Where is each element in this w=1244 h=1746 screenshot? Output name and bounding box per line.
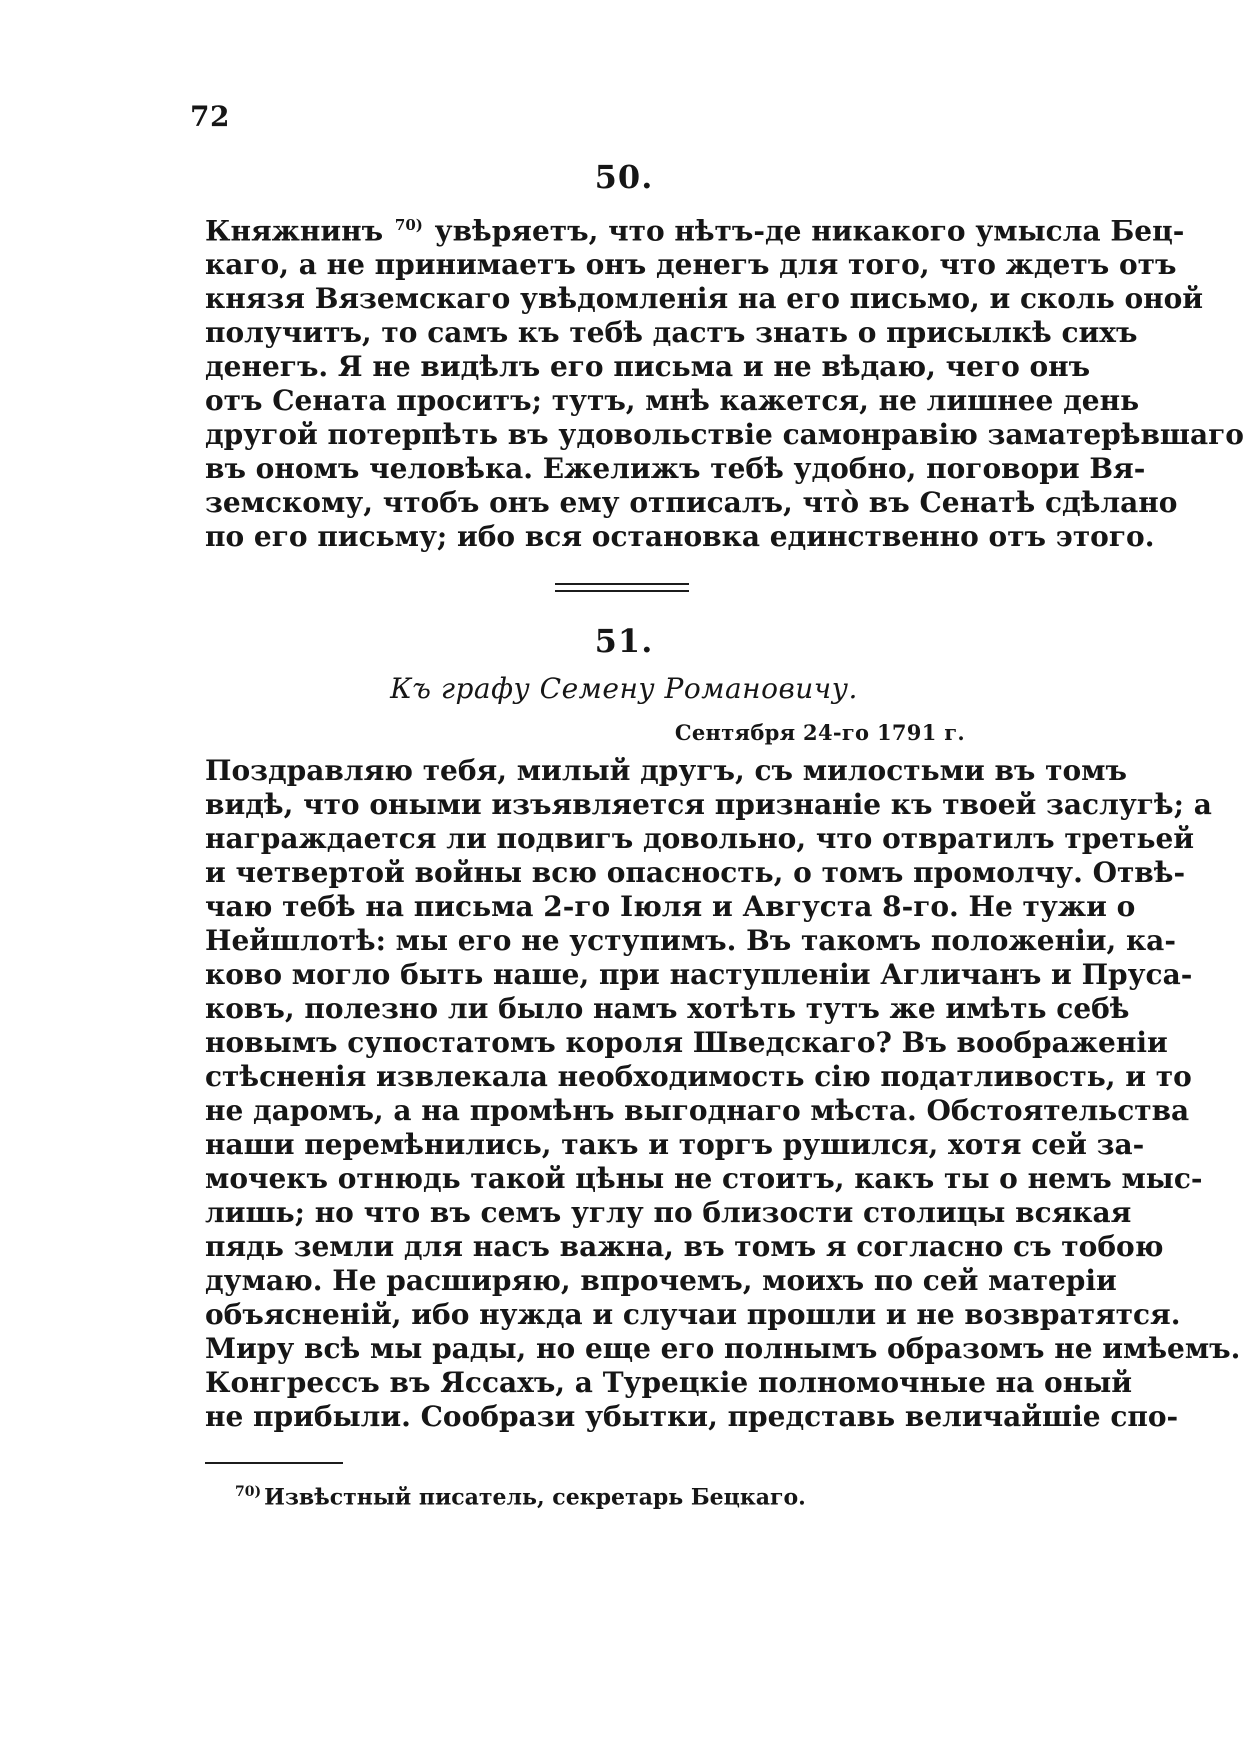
text-line-rest: увѣряетъ, что нѣтъ-де никакого умысла Бец- [424, 214, 1185, 248]
letter-date: Сентября 24-го 1791 г. [674, 720, 965, 745]
footnote-reference: 70) [394, 216, 423, 234]
text-line: чаю тебѣ на письма 2-го Іюля и Августа 8-го. Не тужи о [205, 890, 1136, 923]
footnote-rule [205, 1462, 343, 1464]
section-number: 50. [594, 158, 654, 196]
section-divider [555, 583, 689, 592]
text-line: стѣсненія извлекала необходимость сію податливость, и то [205, 1060, 1192, 1093]
text-line: Нейшлотѣ: мы его не уступимъ. Въ такомъ положеніи, ка- [205, 924, 1176, 957]
text-line: новымъ супостатомъ короля Шведскаго? Въ воображеніи [205, 1026, 1168, 1059]
text-line: мочекъ отнюдь такой цѣны не стоитъ, какъ ты о немъ мыс- [205, 1162, 1203, 1195]
text-line-start: Княжнинъ [205, 214, 393, 248]
text-line: ковъ, полезно ли было намъ хотѣть тутъ же имѣть себѣ [205, 992, 1130, 1025]
text-line: наши перемѣнились, такъ и торгъ рушился, хотя сей за- [205, 1128, 1145, 1161]
text-line: лишь; но что въ семъ углу по близости столицы всякая [205, 1196, 1132, 1229]
footnote-marker: 70) [235, 1484, 262, 1500]
text-line: пядь земли для насъ важна, въ томъ я согласно съ тобою [205, 1230, 1164, 1263]
footnote [235, 1484, 806, 1510]
text-line: по его письму; ибо вся остановка единственно отъ этого. [205, 520, 1155, 554]
text-line: объясненій, ибо нужда и случаи прошли и не возвратятся. [205, 1298, 1181, 1331]
text-line: и четвертой войны всю опасность, о томъ промолчу. Отвѣ- [205, 856, 1186, 889]
text-line: не прибыли. Сообрази убытки, представь величайшіе спо- [205, 1400, 1179, 1433]
text-line: Конгрессъ въ Яссахъ, а Турецкіе полномочные на оный [205, 1366, 1133, 1399]
text-line: Поздравляю тебя, милый другъ, съ милостьми въ томъ [205, 754, 1127, 787]
section-50-paragraph [205, 208, 1244, 554]
text-line: ково могло быть наше, при наступленіи Агличанъ и Пруса- [205, 958, 1193, 991]
text-line: денегъ. Я не видѣлъ его письма и не вѣдаю, чего онъ [205, 350, 1091, 384]
text-line: получитъ, то самъ къ тебѣ дастъ знать о присылкѣ сихъ [205, 316, 1138, 350]
footnote-text: Извѣстный писатель, секретарь Бецкаго. [264, 1484, 806, 1511]
text-line: видѣ, что оными изъявляется признаніе къ твоей заслугѣ; а [205, 788, 1212, 821]
text-line: награждается ли подвигъ довольно, что отвратилъ третьей [205, 822, 1195, 855]
text-line: земскому, чтобъ онъ ему отписалъ, что̀ въ Сенатѣ сдѣлано [205, 486, 1178, 520]
section-number: 51. [594, 622, 654, 660]
page-number: 72 [190, 100, 230, 133]
text-line: отъ Сената проситъ; тутъ, мнѣ кажется, не лишнее день [205, 384, 1140, 418]
section-51-paragraph [205, 754, 1241, 1434]
text-line: не даромъ, а на промѣнъ выгоднаго мѣста. Обстоятельства [205, 1094, 1190, 1127]
letter-heading: Къ графу Семену Романовичу. [390, 672, 858, 705]
text-line: въ ономъ человѣка. Ежелижъ тебѣ удобно, поговори Вя- [205, 452, 1146, 486]
text-line: князя Вяземскаго увѣдомленія на его письмо, и сколь оной [205, 282, 1204, 316]
text-line: Миру всѣ мы рады, но еще его полнымъ образомъ не имѣемъ. [205, 1332, 1241, 1365]
text-line: другой потерпѣть въ удовольствіе самонравію заматерѣвшаго [205, 418, 1244, 452]
text-line [205, 208, 1185, 248]
text-line: каго, а не принимаетъ онъ денегъ для того, что ждетъ отъ [205, 248, 1177, 282]
text-line: думаю. Не расширяю, впрочемъ, моихъ по сей матеріи [205, 1264, 1117, 1297]
